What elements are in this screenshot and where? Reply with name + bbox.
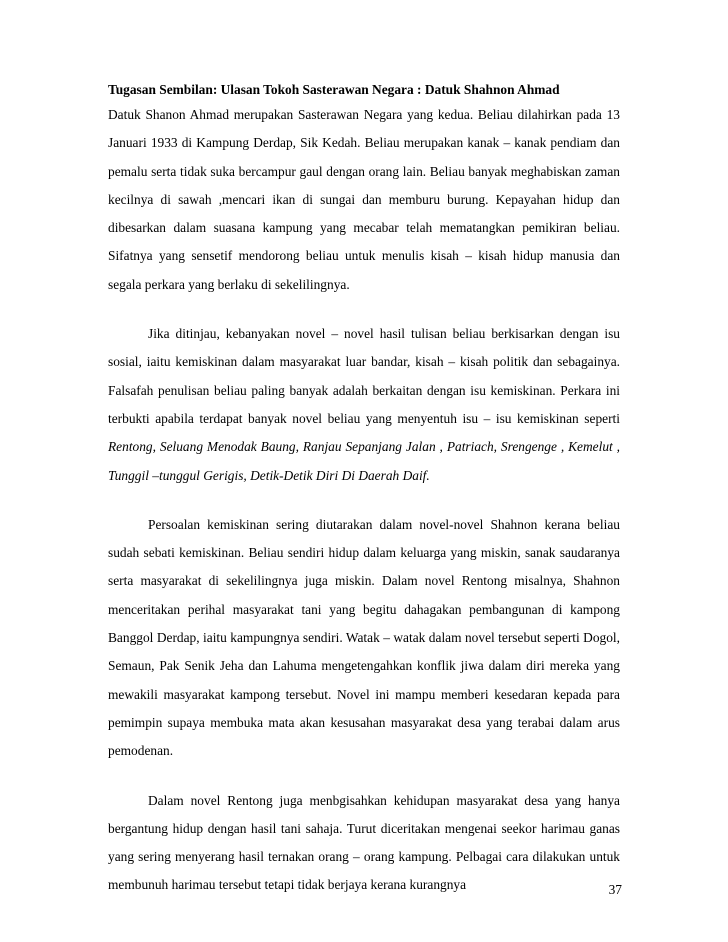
paragraph-4: Dalam novel Rentong juga menbgisahkan kehidupan masyarakat desa yang hanya bergantung hidup dengan hasil tani sahaja. Turut diceritakan mengenai seekor harimau ganas yang sering menyerang hasil ternakan orang – orang kampung. Pelbagai cara dilakukan untuk membunuh harimau tersebut tetapi tidak berjaya kerana kurangnya [108,792,620,893]
paragraph-3: Persoalan kemiskinan sering diutarakan dalam novel-novel Shahnon kerana beliau sudah sebati kemiskinan. Beliau sendiri hidup dalam keluarga yang miskin, sanak saudaranya serta masyarakat di sekelilingnya juga miskin. Dalam novel Rentong misalnya, Shahnon menceritakan perihal masyarakat tani yang begitu dahagakan pembangunan di kampong Banggol Derdap, iaitu kampungnya sendiri. Watak – watak dalam novel tersebut seperti Dogol, Semaun, Pak Senik Jeha dan Lahuma mengetengahkan konflik jiwa dalam diri mereka yang mewakili masyarakat kampong tersebut. Novel ini mampu memberi kesedaran kepada para pemimpin supaya membuka mata akan kesusahan masyarakat desa yang terabai dalam arus pemodenan. [108,516,620,759]
paragraph-2-text: Jika ditinjau, kebanyakan novel – novel hasil tulisan beliau berkisarkan dengan isu sosial, iaitu kemiskinan dalam masyarakat luar bandar, kisah – kisah politik dan sebagainya. Falsafah penulisan beliau paling banyak adalah berkaitan dengan isu kemiskinan. Perkara ini terbukti apabila terdapat banyak novel beliau yang menyentuh isu – isu kemiskinan seperti [108,326,620,426]
page-number: 37 [608,882,622,897]
paragraph-1: Datuk Shanon Ahmad merupakan Sasterawan Negara yang kedua. Beliau dilahirkan pada 13 Januari 1933 di Kampung Derdap, Sik Kedah. Beliau merupakan kanak – kanak pendiam dan pemalu serta tidak suka bercampur gaul dengan orang lain. Beliau banyak meghabiskan zaman kecilnya di sawah ,mencari ikan di sungai dan memburu burung. Kepayahan hidup dan dibesarkan dalam suasana kampung yang mecabar telah mematangkan pemikiran beliau. Sifatnya yang sensetif mendorong beliau untuk menulis kisah – kisah hidup manusia dan segala perkara yang berlaku di sekelilingnya. [108,107,620,292]
document-body [108,79,620,921]
paragraph-2 [108,320,620,490]
paragraph-2-novel-titles: Rentong, Seluang Menodak Baung, Ranjau Sepanjang Jalan , Patriach, Srengenge , Kemelut , Tunggil –tunggul Gerigis, Detik-Detik Diri Di Daerah Daif. [108,439,620,483]
document-heading: Tugasan Sembilan: Ulasan Tokoh Sasterawan Negara : Datuk Shahnon Ahmad [108,82,560,97]
